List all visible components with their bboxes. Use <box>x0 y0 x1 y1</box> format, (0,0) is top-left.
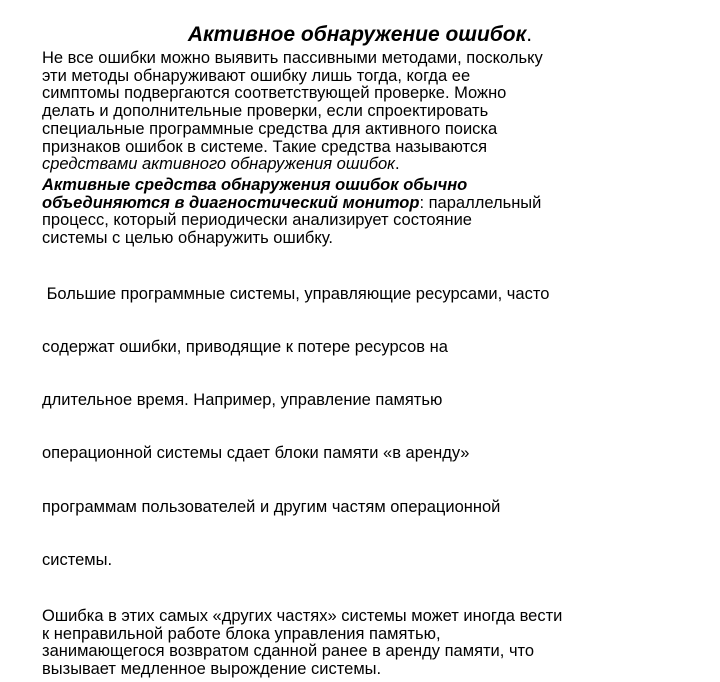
paragraph-degradation <box>42 608 702 679</box>
paragraph-line: длительное время. Например, управление памятью <box>42 391 443 410</box>
paragraph-line: операционной системы сдает блоки памяти «в аренду» <box>42 444 470 463</box>
paragraph-diagnostic-monitor <box>42 177 702 248</box>
slide-body <box>42 50 702 682</box>
period: . <box>394 155 400 174</box>
slide-title-dot: . <box>526 23 533 46</box>
paragraph-line: программам пользователей и другим частям операционной <box>42 497 501 516</box>
paragraph-line: Не все ошибки можно выявить пассивными методами, поскольку <box>42 49 543 67</box>
paragraph-line: системы с целью обнаружить ошибку. <box>42 229 333 248</box>
paragraph-line: эти методы обнаруживают ошибку лишь тогда, когда ее <box>42 66 471 85</box>
paragraph-line: системы. <box>42 550 113 569</box>
paragraph-line-rest: : параллельный <box>419 193 542 212</box>
paragraph-passive-methods <box>42 50 702 174</box>
paragraph-line: симптомы подвергаются соответствующей проверке. Можно <box>42 84 507 103</box>
paragraph-line-italic <box>42 155 702 174</box>
paragraph-resource-leaks <box>42 251 702 605</box>
paragraph-line: процесс, который периодически анализирует состояние <box>42 211 472 230</box>
paragraph-line: содержат ошибки, приводящие к потере ресурсов на <box>42 338 448 357</box>
paragraph-line: занимающегося возвратом сданной ранее в аренду памяти, что <box>42 642 535 661</box>
paragraph-line: к неправильной работе блока управления памятью, <box>42 624 441 643</box>
bold-italic-line: Активные средства обнаружения ошибок обычно <box>42 175 468 194</box>
bold-italic-term: объединяются в диагностический монитор <box>42 193 420 212</box>
paragraph-line: вызывает медленное вырождение системы. <box>42 659 382 678</box>
paragraph-line-mixed <box>42 193 702 213</box>
paragraph-line: признаков ошибок в системе. Такие средства называются <box>42 137 488 156</box>
paragraph-line: Ошибка в этих самых «других частях» системы может иногда вести <box>42 606 563 625</box>
slide-title <box>0 22 720 48</box>
italic-term: средствами активного обнаружения ошибок <box>42 155 395 174</box>
paragraph-line: Большие программные системы, управляющие ресурсами, часто <box>42 285 550 304</box>
paragraph-line: делать и дополнительные проверки, если спроектировать <box>42 102 489 121</box>
paragraph-line: специальные программные средства для активного поиска <box>42 119 498 138</box>
slide-title-text: Активное обнаружение ошибок <box>187 23 527 46</box>
